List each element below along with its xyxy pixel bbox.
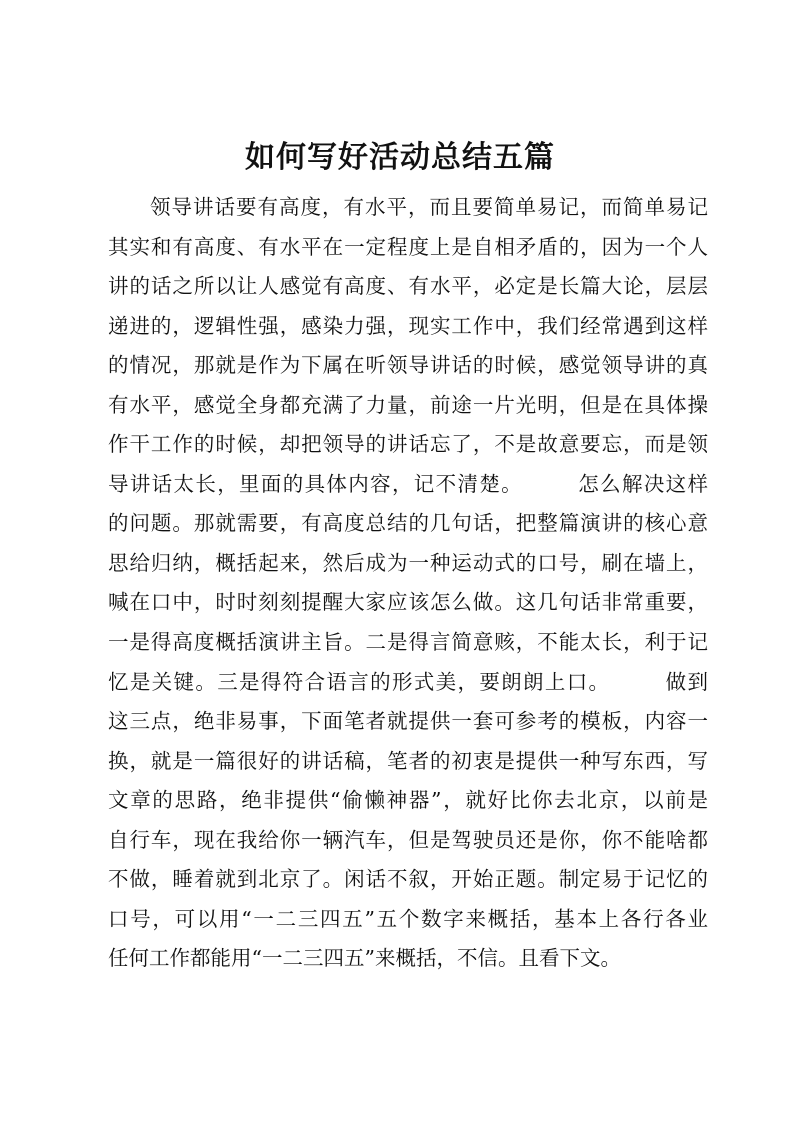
text-line: 自行车，现在我给你一辆汽车，但是驾驶员还是你，你不能啥都 [108, 827, 708, 852]
page-title: 如何写好活动总结五篇 [245, 140, 555, 175]
text-line: 导讲话太长，里面的具体内容，记不清楚。 怎么解决这样 [108, 471, 708, 496]
text-line: 思给归纳，概括起来，然后成为一种运动式的口号，刷在墙上， [108, 550, 708, 575]
text-line: 递进的，逻辑性强，感染力强，现实工作中，我们经常遇到这样 [108, 313, 708, 338]
text-line: 任何工作都能用“一二三四五”来概括，不信。且看下文。 [108, 946, 621, 971]
text-line: 不做，睡着就到北京了。闲话不叙，开始正题。制定易于记忆的 [108, 867, 708, 892]
text-line: 这三点，绝非易事，下面笔者就提供一套可参考的模板，内容一 [108, 709, 708, 734]
text-line: 忆是关键。三是得符合语言的形式美，要朗朗上口。 做到 [108, 669, 708, 694]
text-line: 其实和有高度、有水平在一定程度上是自相矛盾的，因为一个人 [108, 234, 708, 259]
body-paragraph [108, 188, 708, 979]
text-line: 一是得高度概括演讲主旨。二是得言简意赅，不能太长，利于记 [108, 630, 708, 655]
text-line: 喊在口中，时时刻刻提醒大家应该怎么做。这几句话非常重要， [108, 590, 708, 615]
text-line: 的情况，那就是作为下属在听领导讲话的时候，感觉领导讲的真 [108, 353, 708, 378]
text-line: 有水平，感觉全身都充满了力量，前途一片光明，但是在具体操 [108, 392, 708, 417]
text-line: 领导讲话要有高度，有水平，而且要简单易记，而简单易记 [150, 195, 708, 219]
text-line: 讲的话之所以让人感觉有高度、有水平，必定是长篇大论，层层 [108, 274, 708, 299]
text-line: 作干工作的时候，却把领导的讲话忘了，不是故意要忘，而是领 [108, 432, 708, 457]
text-line: 的问题。那就需要，有高度总结的几句话，把整篇演讲的核心意 [108, 511, 708, 536]
text-line: 换，就是一篇很好的讲话稿，笔者的初衷是提供一种写东西，写 [108, 748, 708, 773]
text-line: 文章的思路，绝非提供“偷懒神器”，就好比你去北京，以前是 [108, 788, 708, 813]
text-line: 口号，可以用“一二三四五”五个数字来概括，基本上各行各业 [108, 906, 708, 931]
